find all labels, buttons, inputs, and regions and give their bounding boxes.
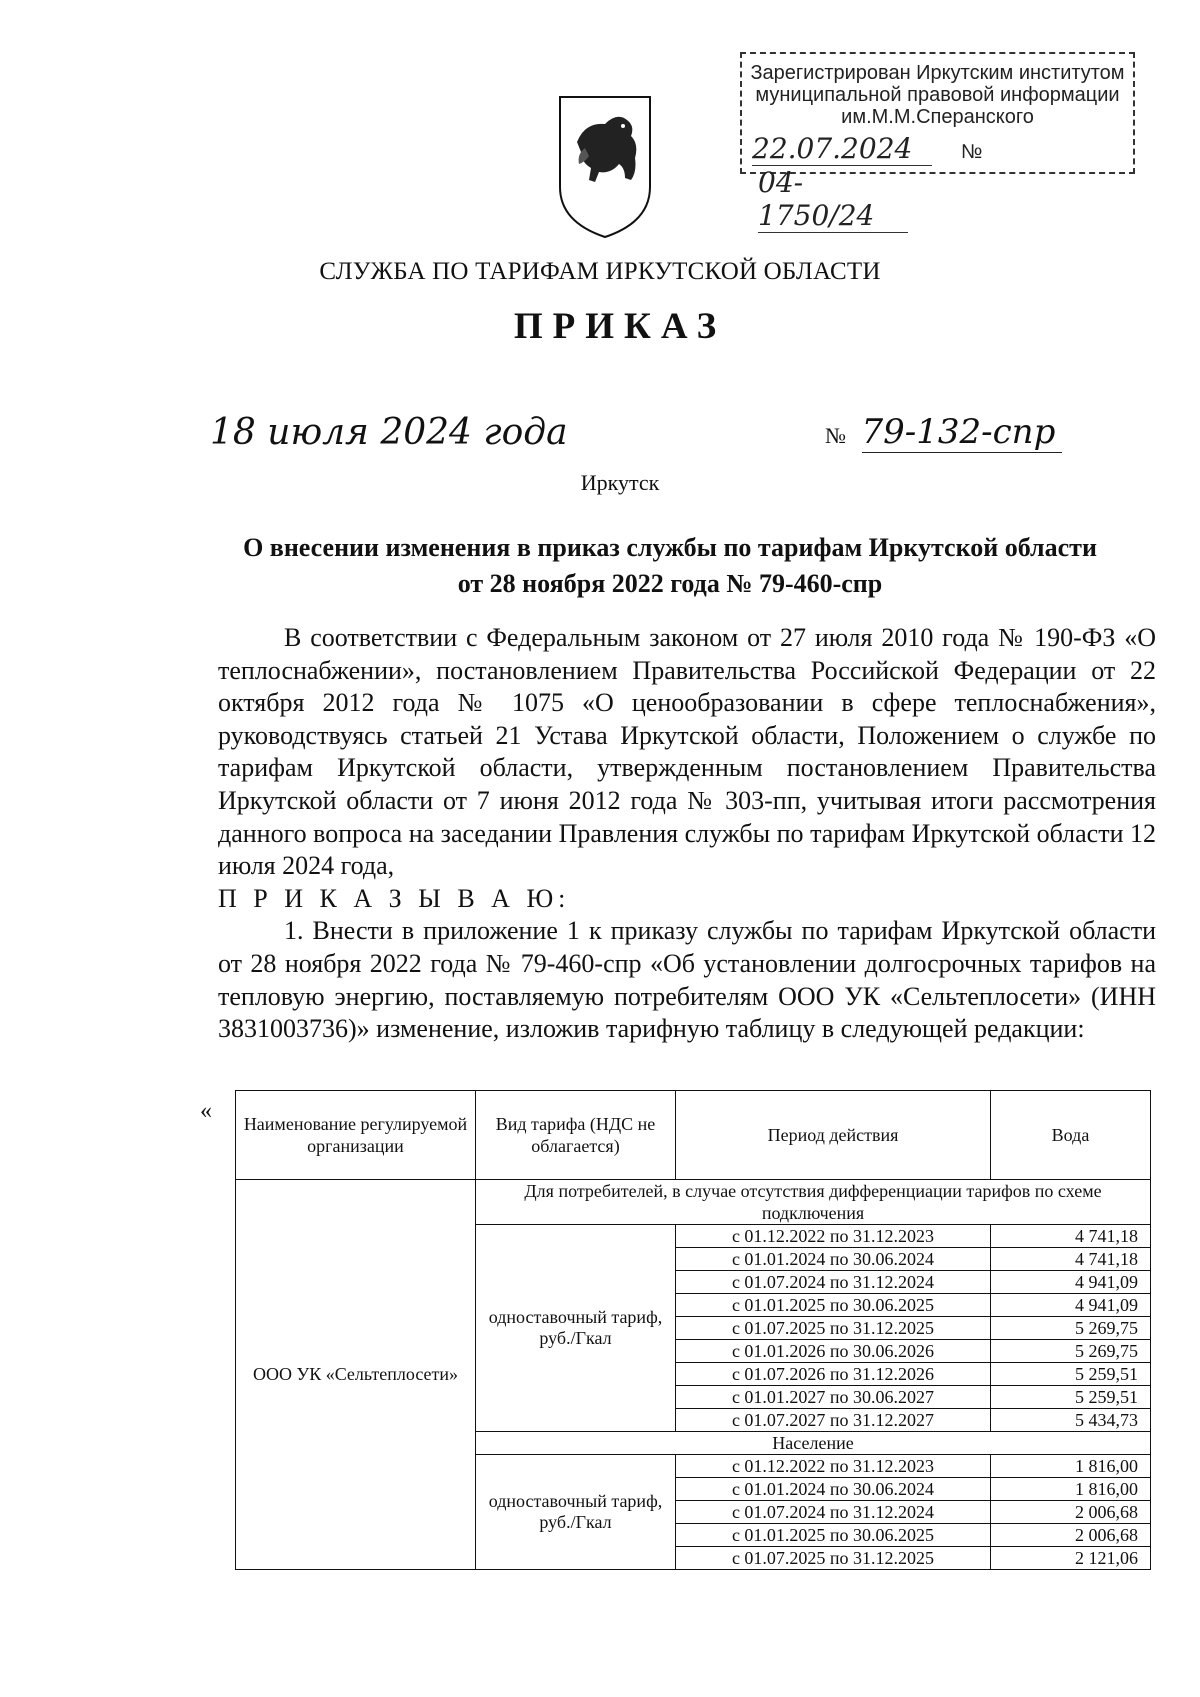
value-cell: 5 269,75 <box>991 1317 1151 1340</box>
stamp-registration-date: 22.07.2024 <box>752 132 932 166</box>
value-cell: 4 941,09 <box>991 1294 1151 1317</box>
value-cell: 4 741,18 <box>991 1225 1151 1248</box>
period-cell: с 01.01.2027 по 30.06.2027 <box>676 1386 991 1409</box>
period-cell: с 01.01.2024 по 30.06.2024 <box>676 1478 991 1501</box>
issuing-organization: СЛУЖБА ПО ТАРИФАМ ИРКУТСКОЙ ОБЛАСТИ <box>319 258 881 285</box>
table-header-row <box>236 1091 1151 1180</box>
registration-stamp <box>740 52 1135 232</box>
value-cell: 5 434,73 <box>991 1409 1151 1432</box>
period-cell: с 01.07.2026 по 31.12.2026 <box>676 1363 991 1386</box>
order-number-block <box>825 412 1062 453</box>
order-number: 79-132-спр <box>862 412 1062 453</box>
value-cell: 4 941,09 <box>991 1271 1151 1294</box>
period-cell: с 01.12.2022 по 31.12.2023 <box>676 1225 991 1248</box>
order-subject <box>190 530 1150 602</box>
coat-of-arms-emblem <box>555 92 655 242</box>
period-cell: с 01.07.2025 по 31.12.2025 <box>676 1317 991 1340</box>
period-cell: с 01.07.2027 по 31.12.2027 <box>676 1409 991 1432</box>
subject-line-2: от 28 ноября 2022 года № 79-460-спр <box>457 569 883 598</box>
subject-line-1: О внесении изменения в приказ службы по тарифам Иркутской области <box>243 533 1097 562</box>
table-open-quote: « <box>200 1098 212 1124</box>
section-title-consumers: Для потребителей, в случае отсутствия дифференциации тарифов по схеме подключения <box>476 1180 1151 1225</box>
header-period: Период действия <box>676 1091 991 1180</box>
document-type-title: ПРИКАЗ <box>513 306 727 347</box>
value-cell: 5 259,51 <box>991 1363 1151 1386</box>
value-cell: 2 121,06 <box>991 1547 1151 1570</box>
tariff-type-cell: одноставочный тариф, руб./Гкал <box>476 1455 676 1570</box>
value-cell: 2 006,68 <box>991 1501 1151 1524</box>
period-cell: с 01.12.2022 по 31.12.2023 <box>676 1455 991 1478</box>
order-number-label: № <box>825 423 846 448</box>
section-title-population: Население <box>476 1432 1151 1455</box>
tariff-type-cell: одноставочный тариф, руб./Гкал <box>476 1225 676 1432</box>
value-cell: 5 269,75 <box>991 1340 1151 1363</box>
value-cell: 1 816,00 <box>991 1478 1151 1501</box>
period-cell: с 01.01.2025 по 30.06.2025 <box>676 1524 991 1547</box>
period-cell: с 01.07.2024 по 31.12.2024 <box>676 1501 991 1524</box>
header-organization: Наименование регулируемой организации <box>236 1091 476 1180</box>
order-date: 18 июля 2024 года <box>210 412 568 453</box>
table-row <box>236 1180 1151 1225</box>
stamp-registration-row <box>752 132 1123 233</box>
table-body <box>236 1180 1151 1570</box>
order-body <box>218 622 1156 1046</box>
stamp-number-label: № <box>960 141 983 163</box>
organization-cell: ООО УК «Сельтеплосети» <box>236 1180 476 1570</box>
header-water: Вода <box>991 1091 1151 1180</box>
period-cell: с 01.07.2024 по 31.12.2024 <box>676 1271 991 1294</box>
value-cell: 5 259,51 <box>991 1386 1151 1409</box>
period-cell: с 01.07.2025 по 31.12.2025 <box>676 1547 991 1570</box>
stamp-line-2: муниципальной правовой информации <box>755 84 1120 106</box>
value-cell: 1 816,00 <box>991 1455 1151 1478</box>
tariff-table <box>235 1090 1151 1570</box>
order-word: П Р И К А З Ы В А Ю: <box>218 883 571 913</box>
period-cell: с 01.01.2025 по 30.06.2025 <box>676 1294 991 1317</box>
preamble-paragraph: В соответствии с Федеральным законом от 27 июля 2010 года № 190-ФЗ «О теплоснабжении», постановлением Правительства Российской Федерации от 22 октября 2012 года № 1075 «О ценообразовании в сфере теплоснабжения», руководствуясь статьей 21 Устава Иркутской области, Положением о службе по тарифам Иркутской области, утвержденным постановлением Правительства Иркутской области от 7 июня 2012 года № 303-пп, учитывая итоги рассмотрения данного вопроса на заседании Правления службы по тарифам Иркутской области 12 июля 2024 года, <box>218 623 1156 881</box>
value-cell: 2 006,68 <box>991 1524 1151 1547</box>
period-cell: с 01.01.2024 по 30.06.2024 <box>676 1248 991 1271</box>
order-item-1: 1. Внести в приложение 1 к приказу службы по тарифам Иркутской области от 28 ноября 2022 года № 79-460-спр «Об установлении долгосрочных тарифов на тепловую энергию, поставляемую потребителям ООО УК «Сельтеплосети» (ИНН 3831003736)» изменение, изложив тарифную таблицу в следующей редакции: <box>218 916 1156 1044</box>
stamp-line-1: Зарегистрирован Иркутским институтом <box>750 62 1125 84</box>
period-cell: с 01.01.2026 по 30.06.2026 <box>676 1340 991 1363</box>
stamp-line-3: им.М.М.Сперанского <box>841 106 1034 128</box>
issue-city: Иркутск <box>580 470 660 495</box>
stamp-registration-number: 04-1750/24 <box>758 166 908 233</box>
value-cell: 4 741,18 <box>991 1248 1151 1271</box>
header-tariff-type: Вид тарифа (НДС не облагается) <box>476 1091 676 1180</box>
